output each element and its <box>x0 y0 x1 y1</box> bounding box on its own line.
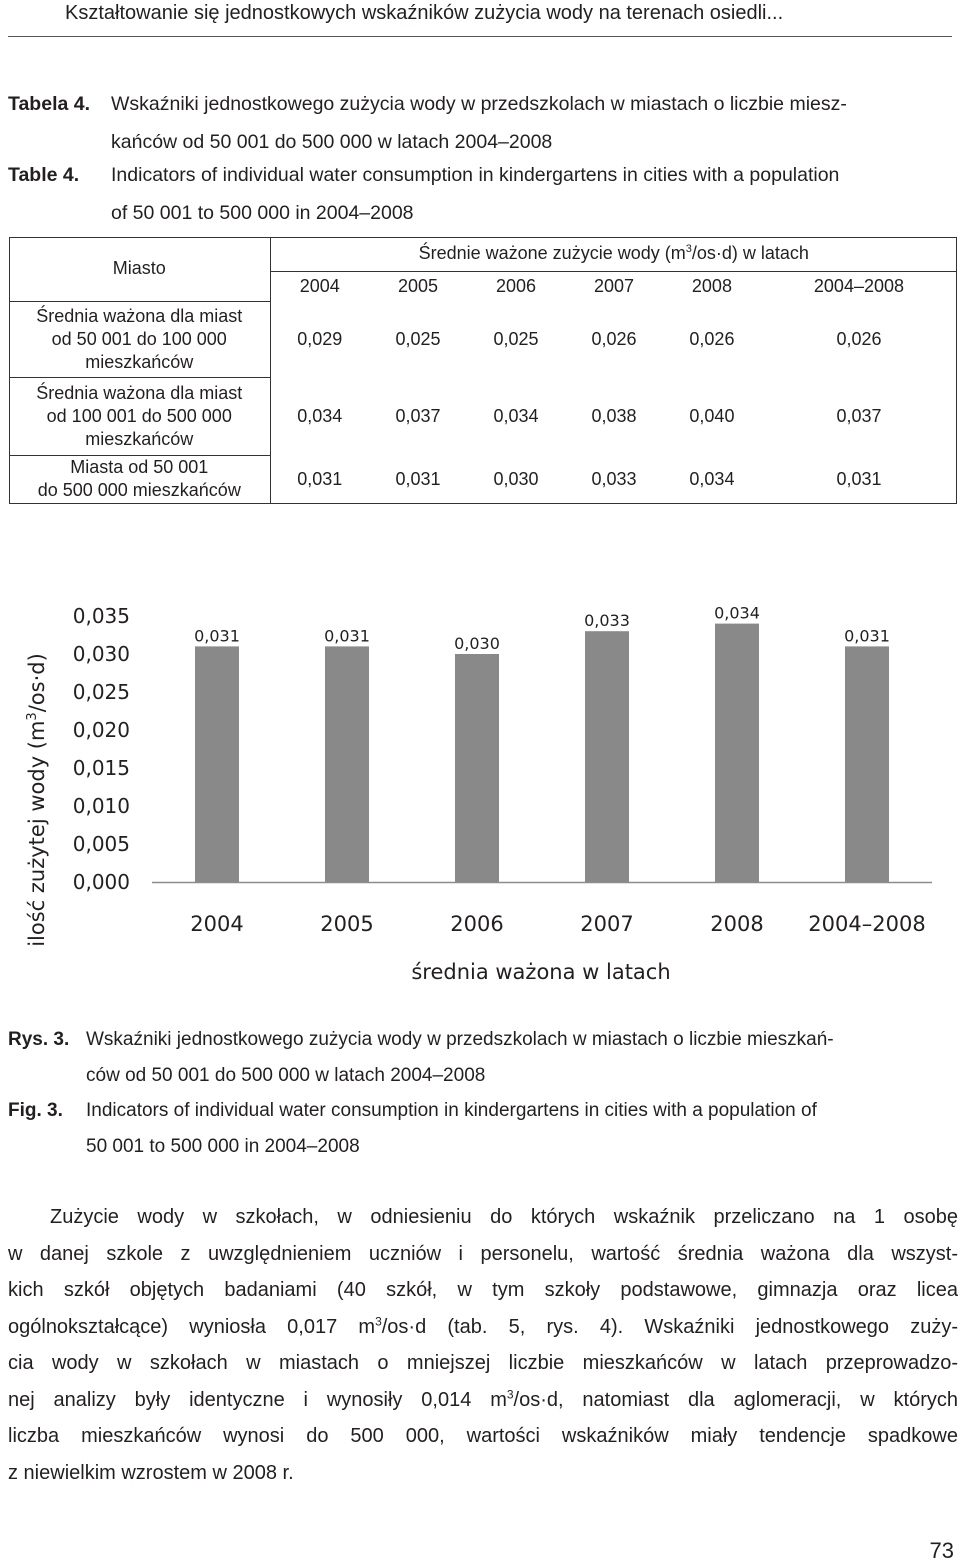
x-tick-label: 2006 <box>450 912 504 936</box>
col-header-group-sup: 3 <box>685 243 692 256</box>
year-header: 2008 <box>663 271 761 301</box>
table-caption-en-line1: Indicators of individual water consumption in kindergartens in cities with a population <box>111 164 840 186</box>
row-label-line: mieszkańców <box>85 351 194 372</box>
table-caption-en-line2: of 50 001 to 500 000 in 2004–2008 <box>111 202 414 224</box>
row-label-line: od 50 001 do 100 000 <box>51 328 227 349</box>
row-label-line: do 500 000 mieszkańców <box>37 480 241 501</box>
row-label-line: od 100 001 do 500 000 <box>46 405 232 426</box>
table-cell: 0,026 <box>591 328 637 349</box>
page-number: 73 <box>929 1538 954 1563</box>
x-axis-title: średnia ważona w latach <box>411 960 671 984</box>
data-label: 0,031 <box>194 626 240 646</box>
row-label-line: Średnia ważona dla miast <box>36 305 243 326</box>
row-label-line: Średnia ważona dla miast <box>36 382 243 403</box>
y-axis-label-sup: 3 <box>25 712 40 721</box>
table-cell: 0,034 <box>689 468 735 489</box>
x-tick-label: 2008 <box>710 912 764 936</box>
table-cell: 0,026 <box>836 328 882 349</box>
chart-marks <box>73 604 932 936</box>
x-tick-label: 2004–2008 <box>808 912 926 936</box>
bar <box>195 646 239 882</box>
table-cell: 0,038 <box>591 405 637 426</box>
table-cell: 0,037 <box>836 405 882 426</box>
row-label <box>9 301 270 377</box>
data-label: 0,034 <box>714 603 760 623</box>
bar <box>325 646 369 882</box>
table-cell: 0,034 <box>297 405 343 426</box>
y-tick-label: 0,030 <box>72 642 130 666</box>
col-header-group-prefix: Średnie ważone zużycie wody (m <box>418 243 686 264</box>
row-label <box>9 455 270 503</box>
row-label-line: mieszkańców <box>85 428 194 449</box>
body-line-part: nej analizy były identyczne i wynosiły 0,014 m <box>8 1388 507 1411</box>
figure-caption-en-line1: Indicators of individual water consumption in kindergartens in cities with a population of <box>86 1100 817 1121</box>
data-label: 0,031 <box>844 626 890 646</box>
col-header-city: Miasto <box>9 237 270 301</box>
year-header: 2004 <box>270 271 369 301</box>
table-caption-en <box>8 156 839 232</box>
y-axis-label-suffix: /os·d) <box>25 653 49 713</box>
table-caption-pl-label: Tabela 4. <box>8 93 91 115</box>
body-line-part: ogólnokształcące) wyniosła 0,017 m <box>8 1315 376 1338</box>
superscript: 3 <box>375 1313 382 1328</box>
table-cell: 0,031 <box>836 468 882 489</box>
row-label <box>9 377 270 455</box>
y-tick-label: 0,010 <box>72 794 130 818</box>
table-caption-pl-line2: kańców od 50 001 do 500 000 w latach 2004–2008 <box>111 131 553 153</box>
body-line <box>8 1382 958 1419</box>
figure-caption-en-label: Fig. 3. <box>8 1100 63 1121</box>
table-caption-en-label: Table 4. <box>8 164 80 186</box>
x-tick-label: 2004 <box>190 912 244 936</box>
body-line: cia wody w szkołach w miastach o mniejszej liczbie mieszkańców w latach przeprowadzo- <box>8 1352 958 1374</box>
y-tick-label: 0,035 <box>72 604 130 628</box>
body-line: Zużycie wody w szkołach, w odniesieniu do których wskaźnik przeliczano na 1 osobę <box>50 1206 958 1228</box>
y-axis-label <box>25 653 49 947</box>
table-row <box>9 377 957 455</box>
figure-caption-pl-line2: ców od 50 001 do 500 000 w latach 2004–2008 <box>86 1065 486 1086</box>
data-label: 0,033 <box>584 611 630 631</box>
table-cell: 0,030 <box>493 468 539 489</box>
table-row <box>9 455 957 503</box>
bar <box>585 631 629 882</box>
data-table <box>9 237 957 503</box>
table-cell: 0,025 <box>395 328 441 349</box>
y-tick-label: 0,000 <box>72 870 130 894</box>
table-cell: 0,037 <box>395 405 441 426</box>
table-caption-pl <box>8 85 847 161</box>
table-cell: 0,033 <box>591 468 637 489</box>
body-line-part: /os·d (tab. 5, rys. 4). Wskaźniki jednostkowego zuży- <box>381 1315 958 1338</box>
year-header: 2007 <box>565 271 663 301</box>
body-line: z niewielkim wzrostem w 2008 r. <box>8 1461 294 1484</box>
figure-caption-pl-label: Rys. 3. <box>8 1029 70 1050</box>
bar <box>455 654 499 882</box>
data-label: 0,031 <box>324 626 370 646</box>
year-header: 2004–2008 <box>761 271 957 301</box>
body-paragraph <box>8 1199 958 1491</box>
bar <box>845 646 889 882</box>
year-header: 2005 <box>369 271 467 301</box>
body-line-part: /os·d, natomiast dla aglomeracji, w których <box>513 1388 958 1411</box>
table-cell: 0,031 <box>395 468 441 489</box>
table-cell: 0,025 <box>493 328 539 349</box>
superscript: 3 <box>506 1386 514 1401</box>
bar-chart <box>0 585 960 995</box>
bar <box>715 624 759 882</box>
y-tick-label: 0,015 <box>72 756 130 780</box>
figure-caption-en-line2: 50 001 to 500 000 in 2004–2008 <box>86 1136 360 1157</box>
table-row <box>9 301 957 377</box>
table-cell: 0,026 <box>689 328 735 349</box>
body-line <box>8 1309 958 1346</box>
data-label: 0,030 <box>454 634 500 653</box>
header-rule <box>8 36 952 37</box>
table-cell: 0,029 <box>297 328 343 349</box>
y-tick-label: 0,025 <box>72 680 130 704</box>
figure-caption-en <box>8 1093 817 1165</box>
year-header: 2006 <box>467 271 565 301</box>
figure-caption-pl-line1: Wskaźniki jednostkowego zużycia wody w przedszkolach w miastach o liczbie mieszkań- <box>86 1029 834 1050</box>
y-tick-label: 0,005 <box>72 832 130 856</box>
figure-caption-pl <box>8 1022 834 1094</box>
table-cell: 0,031 <box>297 468 343 489</box>
col-header-group-suffix: /os·d) w latach <box>691 243 809 264</box>
y-tick-label: 0,020 <box>72 718 130 742</box>
body-line: liczba mieszkańców wynosi do 500 000, wartości wskaźników miały tendencje spadkowe <box>8 1425 958 1447</box>
table-cell: 0,034 <box>493 405 539 426</box>
table-caption-pl-line1: Wskaźniki jednostkowego zużycia wody w przedszkolach w miastach o liczbie miesz- <box>111 93 847 115</box>
x-tick-label: 2005 <box>320 912 374 936</box>
x-tick-label: 2007 <box>580 912 634 936</box>
running-header: Kształtowanie się jednostkowych wskaźników zużycia wody na terenach osiedli... <box>65 2 784 24</box>
col-header-group <box>270 237 957 271</box>
row-label-line: Miasta od 50 001 <box>70 457 209 478</box>
table-header-row <box>9 237 957 271</box>
table-cell: 0,040 <box>689 405 735 426</box>
body-line: w danej szkole z uwzględnieniem uczniów i personelu, wartość średnia ważona dla wszyst- <box>8 1242 958 1265</box>
y-axis-label-prefix: ilość zużytej wody (m <box>25 720 49 947</box>
body-line: kich szkół objętych badaniami (40 szkół, w tym szkoły podstawowe, gimnazja oraz licea <box>8 1279 958 1301</box>
